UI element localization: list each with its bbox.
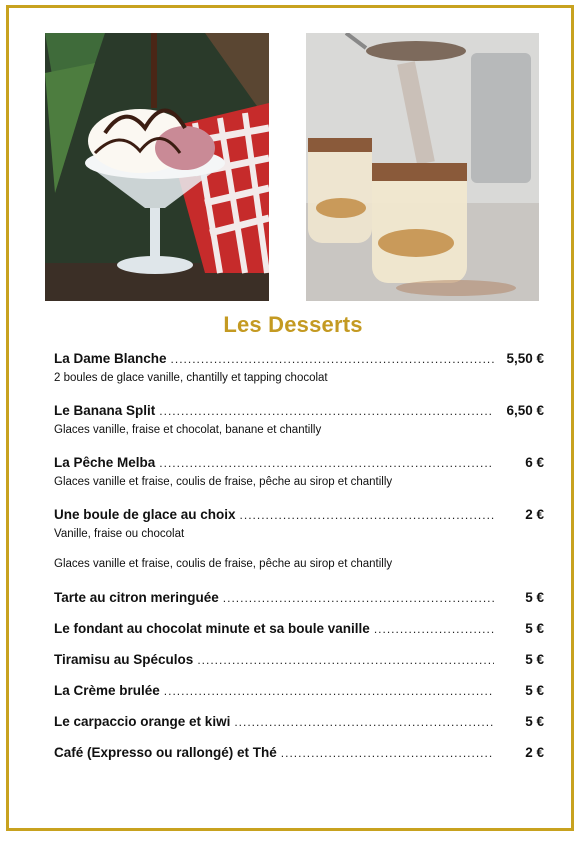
item-name: Le fondant au chocolat minute et sa boule vanille — [54, 621, 370, 636]
item-price: 5 € — [525, 590, 544, 605]
item-description: Vanille, fraise ou chocolat — [54, 528, 185, 540]
menu-note: Glaces vanille et fraise, coulis de fraise, pêche au sirop et chantilly — [54, 558, 393, 570]
item-description: 2 boules de glace vanille, chantilly et tapping chocolat — [54, 372, 328, 384]
item-price: 5 € — [525, 652, 544, 667]
page-title: Les Desserts — [223, 312, 363, 337]
list-item — [54, 713, 544, 744]
dot-leader — [281, 744, 494, 762]
item-price: 5 € — [525, 683, 544, 698]
item-description: Glaces vanille, fraise et chocolat, banane et chantilly — [54, 424, 322, 436]
dot-leader — [159, 402, 494, 420]
dot-leader — [159, 454, 494, 472]
item-price: 2 € — [525, 507, 544, 522]
list-item — [54, 651, 544, 682]
list-item — [54, 589, 544, 620]
item-name: La Crème brulée — [54, 683, 160, 698]
dot-leader — [240, 506, 494, 524]
item-name: Le Banana Split — [54, 403, 156, 418]
list-item — [54, 454, 544, 490]
item-name: Café (Expresso ou rallongé) et Thé — [54, 745, 277, 760]
item-name: La Pêche Melba — [54, 455, 156, 470]
list-item — [54, 682, 544, 713]
item-description: Glaces vanille et fraise, coulis de fraise, pêche au sirop et chantilly — [54, 476, 393, 488]
item-name: Le carpaccio orange et kiwi — [54, 714, 231, 729]
list-item — [54, 620, 544, 651]
dot-leader — [223, 589, 494, 607]
item-price: 5,50 € — [506, 351, 544, 366]
item-name: Une boule de glace au choix — [54, 507, 236, 522]
dessert-menu — [54, 350, 544, 775]
item-name: La Dame Blanche — [54, 351, 167, 366]
item-price: 6,50 € — [506, 403, 544, 418]
dot-leader — [374, 620, 494, 638]
dot-leader — [164, 682, 494, 700]
dot-leader — [234, 713, 494, 731]
dot-leader — [197, 651, 494, 669]
item-price: 6 € — [525, 455, 544, 470]
dot-leader — [171, 350, 494, 368]
item-name: Tiramisu au Spéculos — [54, 652, 194, 667]
item-name: Tarte au citron meringuée — [54, 590, 219, 605]
list-item — [54, 402, 544, 438]
item-price: 2 € — [525, 745, 544, 760]
tiramisu-photo — [306, 33, 539, 301]
list-item — [54, 744, 544, 775]
dame-blanche-photo — [45, 33, 269, 301]
item-price: 5 € — [525, 714, 544, 729]
list-item — [54, 350, 544, 386]
list-item — [54, 506, 544, 542]
item-price: 5 € — [525, 621, 544, 636]
